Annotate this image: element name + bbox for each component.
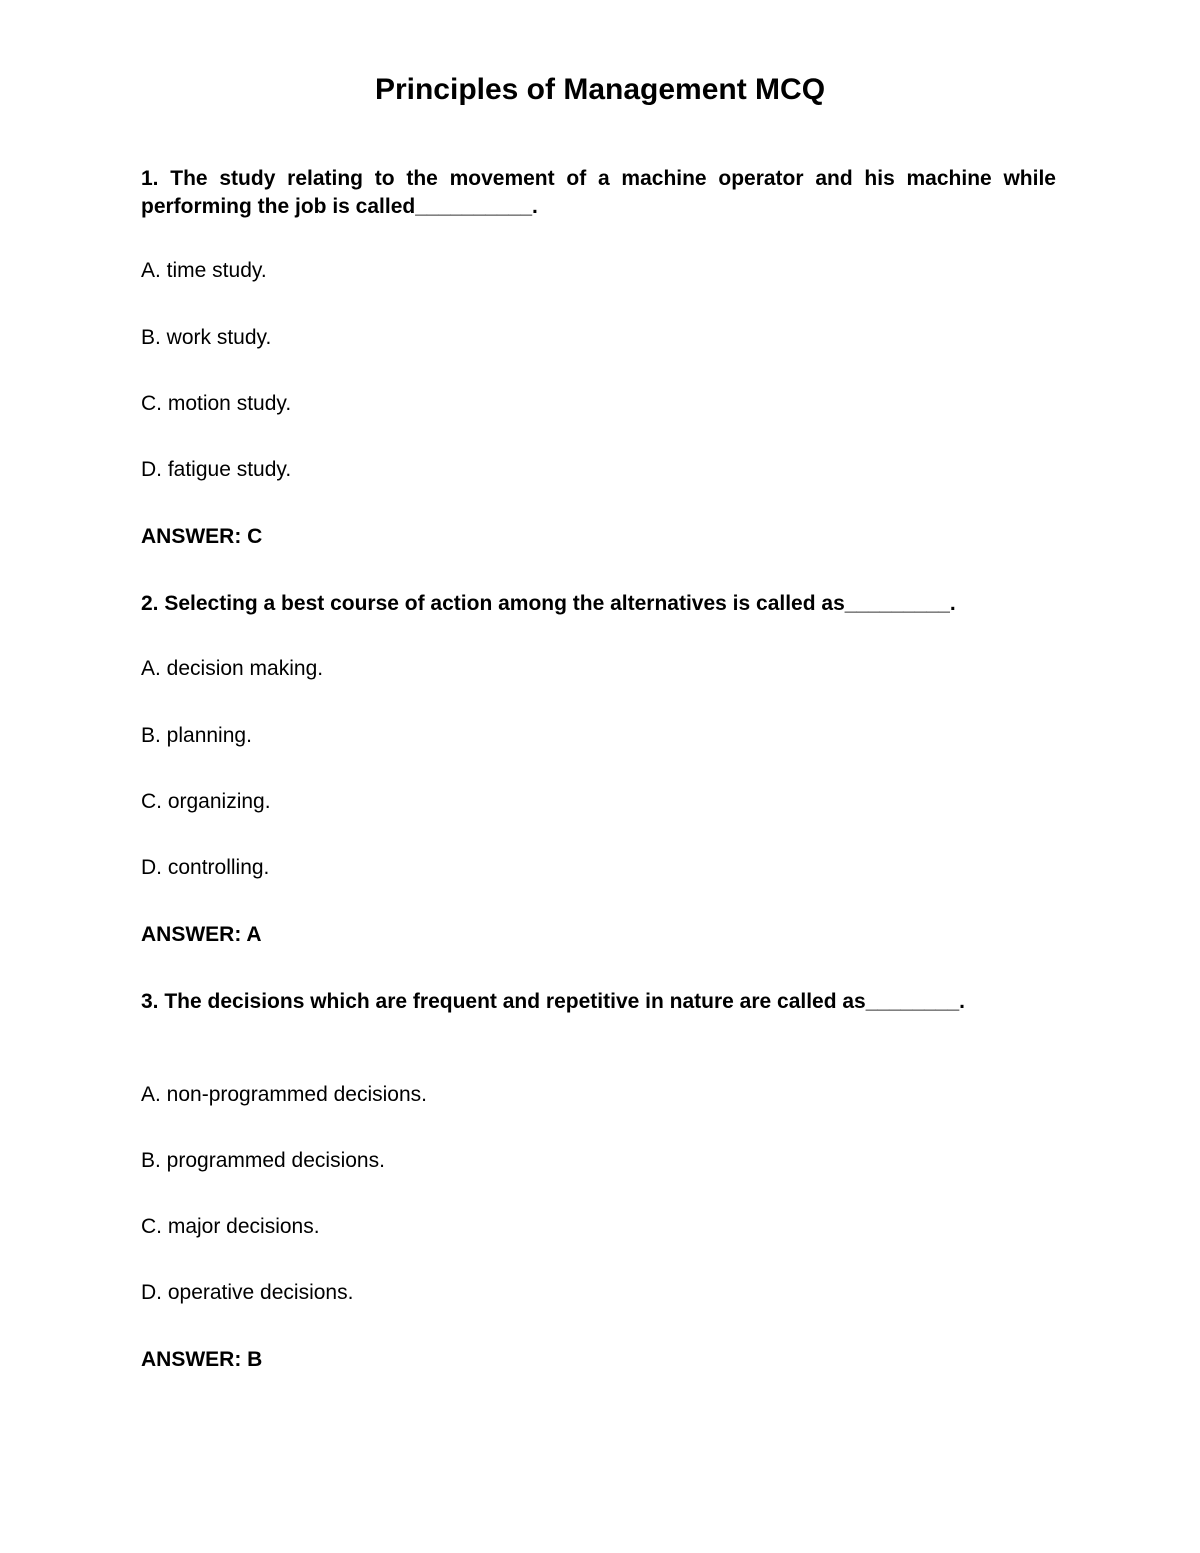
- question-2-text: 2. Selecting a best course of action among the alternatives is called as_________.: [141, 592, 956, 615]
- question-1-option-b: B. work study.: [141, 326, 272, 349]
- question-2-answer: ANSWER: A: [141, 923, 262, 946]
- question-1-answer: ANSWER: C: [141, 525, 263, 548]
- question-2-option-a: A. decision making.: [141, 657, 324, 680]
- question-3-option-c: C. major decisions.: [141, 1215, 320, 1238]
- question-1-option-d: D. fatigue study.: [141, 458, 292, 481]
- page-title: Principles of Management MCQ: [374, 73, 826, 106]
- question-1-option-a: A. time study.: [141, 259, 267, 282]
- question-2-option-b: B. planning.: [141, 724, 252, 747]
- question-3-option-b: B. programmed decisions.: [141, 1149, 385, 1172]
- question-3-option-a: A. non-programmed decisions.: [141, 1083, 427, 1106]
- question-3-option-d: D. operative decisions.: [141, 1281, 354, 1304]
- question-1-option-c: C. motion study.: [141, 392, 292, 415]
- question-2-option-d: D. controlling.: [141, 856, 270, 879]
- question-3-answer: ANSWER: B: [141, 1348, 263, 1371]
- question-1-text: 1. The study relating to the movement of a machine operator and his machine while performing the job is called__________.: [141, 167, 1056, 218]
- question-2-option-c: C. organizing.: [141, 790, 271, 813]
- question-3-text: 3. The decisions which are frequent and repetitive in nature are called as________.: [141, 990, 966, 1013]
